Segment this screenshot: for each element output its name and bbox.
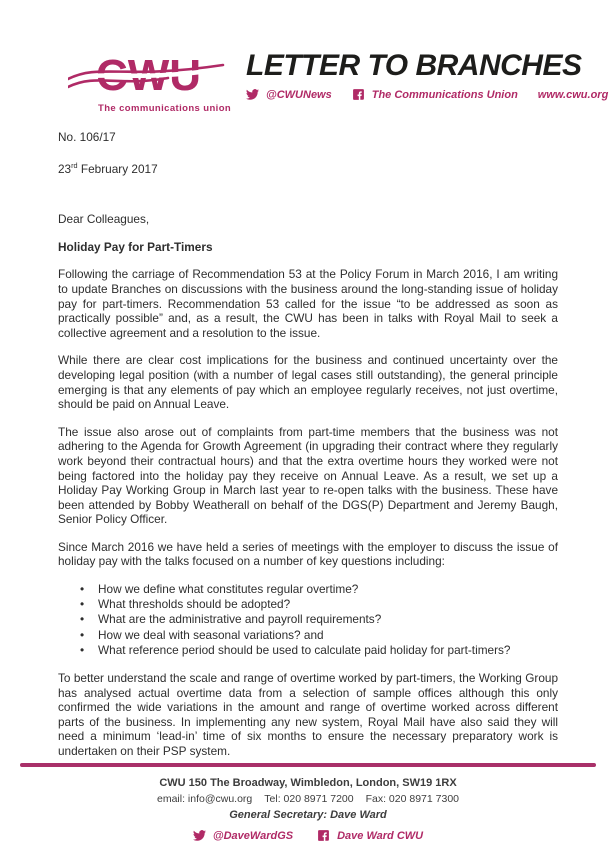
paragraph-4: Since March 2016 we have held a series of meetings with the employer to discuss the issue of holiday pay with the talks focused on a number of key questions including: [58,539,558,569]
reference-number: No. 106/17 [58,130,116,144]
footer-fax: Fax: 020 8971 7300 [365,793,460,805]
paragraph-2: While there are clear cost implications for the business and continued uncertainty over the developing legal position (with a number of legal cases still outstanding), the general principle emerging is that any elements of pay which an employee regularly receives, not just overtime, should be paid on Annual Leave. [58,353,558,412]
twitter-icon [193,829,206,842]
date-day: 23 [58,161,72,176]
key-questions-list [58,582,558,658]
list-item: • What reference period should be used to calculate paid holiday for part-timers? [98,643,558,658]
footer-contact-line [0,793,616,805]
letter-body [58,130,558,759]
svg-text:CWU: CWU [96,51,202,100]
letterhead [0,0,616,114]
letter-footer [0,763,616,842]
footer-facebook-label: Dave Ward CWU [337,829,424,842]
footer-social-bar [0,829,616,842]
list-item: • What are the administrative and payroll requirements? [98,612,558,627]
logo-tagline: The communications union [98,103,232,114]
paragraph-1: Following the carriage of Recommendation 53 at the Policy Forum in March 2016, I am writing to update Branches on discussions with the business around the long-standing issue of holiday pay for part-timers. Recommendation 53 called for the issue “to be addressed as soon as practically possible” and, as a result, the CWU has been in talks with Royal Mail to seek a collective agreement and a resolution to the issue. [58,267,558,340]
footer-phone: Tel: 020 8971 7200 [264,793,354,805]
footer-twitter-handle: @DaveWardGS [212,829,294,842]
header-twitter-handle: @CWUNews [266,88,332,101]
header-facebook-label: The Communications Union [371,88,518,101]
general-secretary-line: General Secretary: Dave Ward [229,809,387,821]
cwu-logo-icon [68,46,228,100]
date-rest: February 2017 [77,161,158,176]
header-social-bar [246,88,608,101]
footer-email: email: info@cwu.org [156,793,253,805]
list-item: • How we define what constitutes regular overtime? [98,582,558,597]
paragraph-5: To better understand the scale and range of overtime worked by part-timers, the Working Group has analysed actual overtime data from a selection of sample offices although this only confirmed the wide variations in the amount and range of overtime worked across different parts of the business. In implementing any new system, Royal Mail have also said they will need a minimum ‘lead-in’ time of six months to ensure the necessary preparatory work is undertaken on their PSP system. [58,671,558,759]
footer-address: CWU 150 The Broadway, Wimbledon, London, SW19 1RX [159,777,457,789]
cwu-logo [68,46,240,114]
twitter-icon [246,88,259,101]
date-ordinal: rd [71,160,78,170]
subject-heading: Holiday Pay for Part-Timers [58,239,213,254]
facebook-icon [352,88,365,101]
masthead [246,46,608,101]
letter-date [58,162,558,177]
masthead-title: LETTER TO BRANCHES [246,49,582,82]
salutation: Dear Colleagues, [58,212,150,227]
paragraph-3: The issue also arose out of complaints from part-time members that the business was not adhering to the Agenda for Growth Agreement (in upgrading their contract where they regularly work beyond their contractual hours) and that the extra overtime hours they worked were not being factored into the holiday pay they receive on Annual Leave. As a result, we set up a Holiday Pay Working Group in March last year to re-open talks with the business. These have been attended by Bobby Weatherall on behalf of the DGS(P) Department and Jeremy Baugh, Senior Policy Officer. [58,424,558,527]
header-website-url: www.cwu.org [537,88,609,101]
facebook-icon [317,829,330,842]
list-item: • How we deal with seasonal variations? and [98,628,558,643]
footer-divider [20,763,596,767]
list-item: • What thresholds should be adopted? [98,597,558,612]
